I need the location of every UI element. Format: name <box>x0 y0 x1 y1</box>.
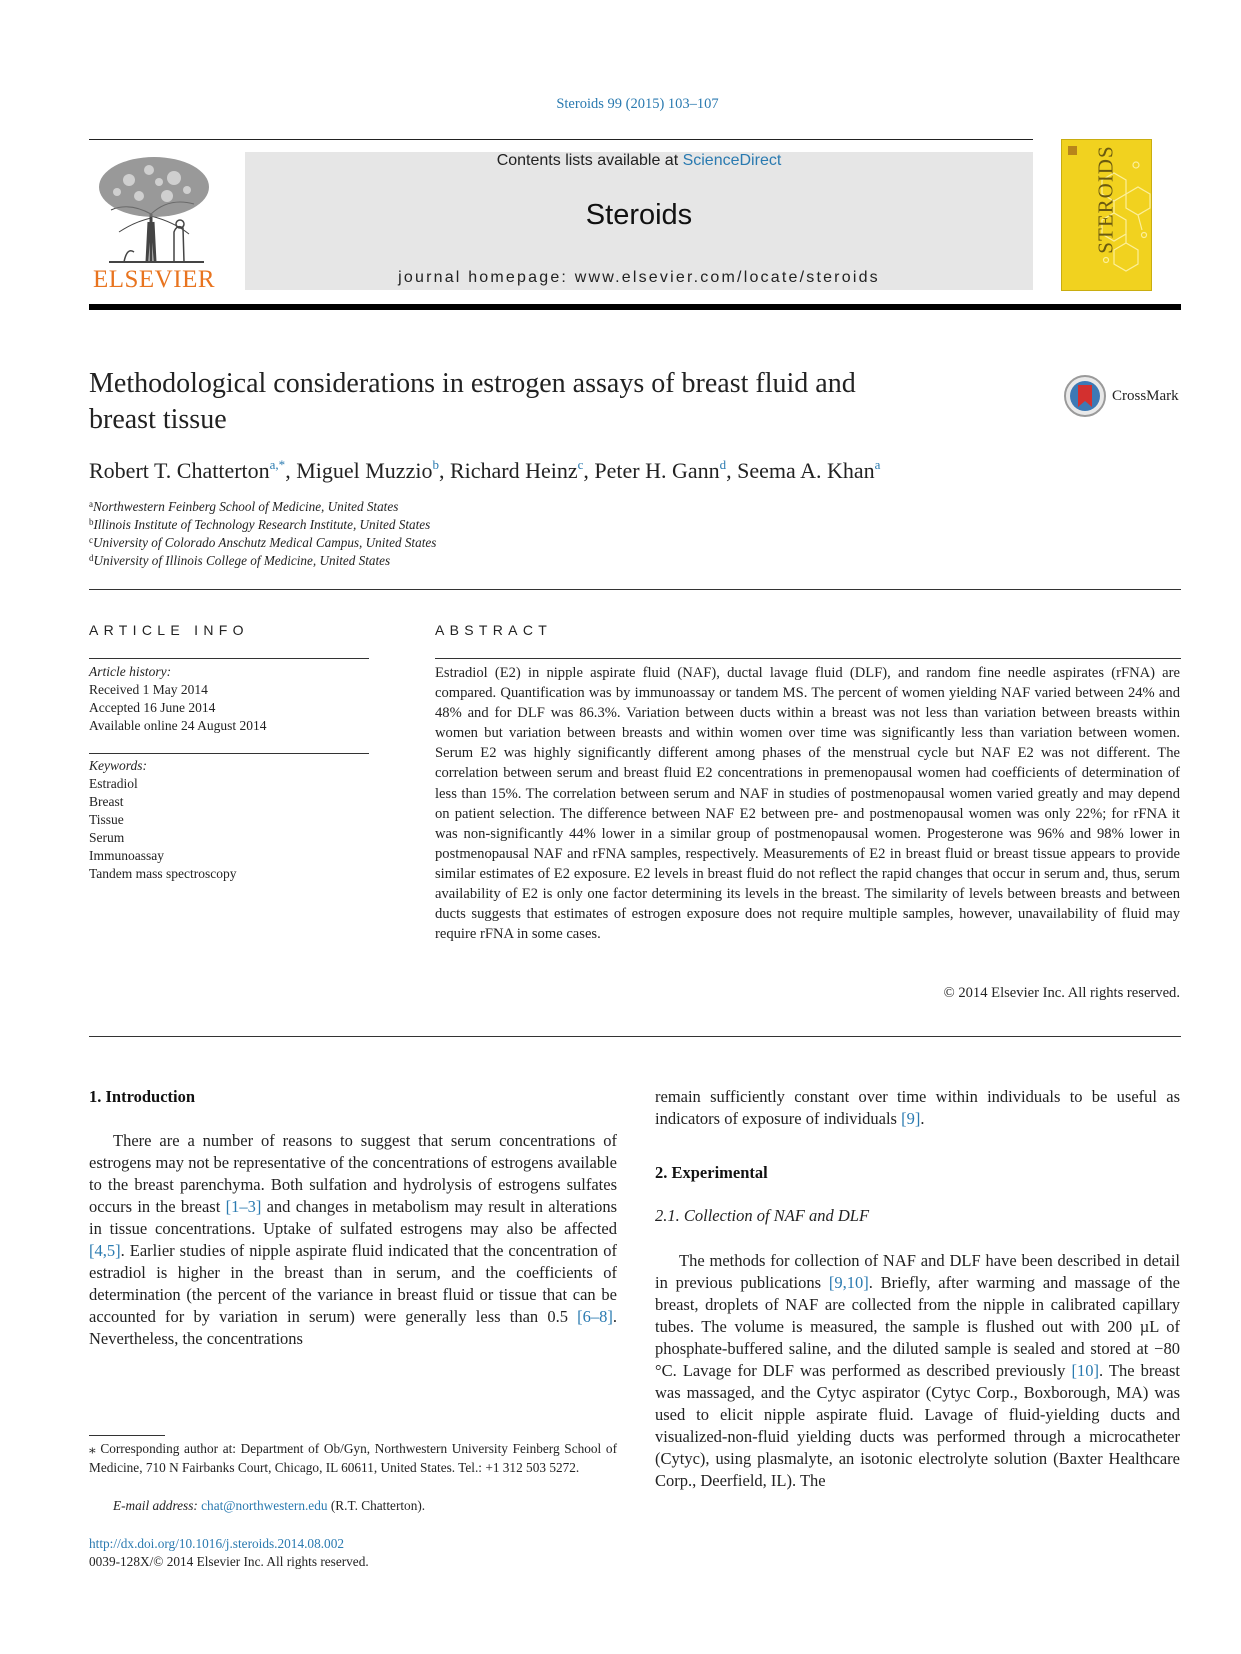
reference-link[interactable]: [4,5] <box>89 1241 121 1260</box>
affiliation-mark: b <box>89 517 94 527</box>
author-affil-mark[interactable]: d <box>719 457 727 472</box>
history-online: Available online 24 August 2014 <box>89 718 267 733</box>
continued-paragraph <box>655 1086 1180 1130</box>
affiliation <box>89 498 436 516</box>
affiliation <box>89 552 436 570</box>
keyword: Immunoassay <box>89 848 164 863</box>
text-run: . The breast was massaged, and the Cytyc aspirator (Cytyc Corp., Boxborough, MA) was used to elicit nipple aspirate fluid. Lavage of fluid-yielding ducts and visualized-non-fluid yielding ducts was performed through a microcatheter (Cytyc), using plasmalyte, an isotonic electrolyte solution (Baxter Healthcare Corp., Deerfield, IL). The <box>655 1361 1180 1490</box>
header-thick-rule <box>89 304 1181 310</box>
introduction-paragraph <box>89 1130 617 1350</box>
history-label: Article history: <box>89 664 172 679</box>
author-name: Richard Heinz <box>449 458 578 483</box>
keywords-rule <box>89 753 369 754</box>
elsevier-wordmark: ELSEVIER <box>92 266 216 293</box>
text-run: and changes in metabolism may result in alterations in tissue concentrations. Uptake of sulfated estrogens may also be affected <box>89 1197 617 1238</box>
email-footnote <box>89 1497 617 1516</box>
text-run: There are a number of reasons to suggest that serum concentrations of estrogens may not be representative of the concentrations of estrogens available to the breast parenchyma. Both sulfation and hydrolysis of estrogens sulfates occurs in the breast <box>89 1131 617 1216</box>
sciencedirect-link[interactable]: ScienceDirect <box>682 152 782 169</box>
history-accepted: Accepted 16 June 2014 <box>89 700 216 715</box>
section-introduction-heading: 1. Introduction <box>89 1087 196 1106</box>
keywords <box>89 757 237 883</box>
contents-available <box>245 152 1033 170</box>
affiliation-text: University of Illinois College of Medicine, United States <box>93 553 391 568</box>
reference-link[interactable]: [6–8] <box>577 1307 613 1326</box>
author-sep: , <box>285 458 297 483</box>
text-run: . Earlier studies of nipple aspirate fluid indicated that the concentration of estradiol is higher in the breast than in serum, and the coefficients of determination (the percent of the variance in breast fluid or tissue that can be accounted for by variation in serum) were generally less than 0.5 <box>89 1241 617 1326</box>
doi-block <box>89 1535 369 1571</box>
keywords-label: Keywords: <box>89 758 147 773</box>
crossmark-label: CrossMark <box>1112 388 1179 404</box>
author-list <box>89 458 1189 484</box>
author-sep: , <box>583 458 595 483</box>
methods-paragraph <box>655 1250 1180 1492</box>
author-2[interactable] <box>296 458 450 483</box>
article-title-line-2: breast tissue <box>89 404 227 435</box>
text-run: . Briefly, after warming and massage of the breast, droplets of NAF are collected from the nipple in calibrated capillary tubes. The volume is measured, the sample is flushed out with 200 µL of phosphate-buffered saline, and the diluted sample is sealed and stored at −80 °C. Lavage for DLF was performed as described previously <box>655 1273 1180 1380</box>
author-5[interactable] <box>737 458 880 483</box>
abstract-divider <box>89 1036 1181 1037</box>
cover-title: STEROIDS <box>1093 145 1118 254</box>
reference-link[interactable]: [9,10] <box>828 1273 869 1292</box>
journal-citation[interactable]: Steroids 99 (2015) 103–107 <box>556 96 719 112</box>
journal-homepage[interactable]: journal homepage: www.elsevier.com/locate/steroids <box>398 269 880 286</box>
crossmark-icon <box>1063 374 1107 418</box>
reference-link[interactable]: [10] <box>1071 1361 1099 1380</box>
footnote-rule <box>89 1435 165 1436</box>
elsevier-tree-icon <box>89 152 219 264</box>
reference-link[interactable]: [9] <box>901 1109 921 1128</box>
author-name: Robert T. Chatterton <box>89 458 270 483</box>
keyword: Serum <box>89 830 125 845</box>
author-affil-mark[interactable]: a,* <box>269 457 286 472</box>
abstract-rule <box>435 658 1181 659</box>
affiliation-text: Northwestern Feinberg School of Medicine, United States <box>93 499 399 514</box>
footnote-mark: ⁎ <box>89 1441 96 1456</box>
article-info-rule <box>89 658 369 659</box>
keyword: Tandem mass spectroscopy <box>89 866 237 881</box>
keyword: Breast <box>89 794 124 809</box>
reference-link[interactable]: [1–3] <box>225 1197 262 1216</box>
journal-name: Steroids <box>585 199 693 231</box>
article-title-line-1: Methodological considerations in estrogen assays of breast fluid and <box>89 368 856 399</box>
section-experimental-heading: 2. Experimental <box>655 1163 768 1182</box>
text-run: . Nevertheless, the concentrations <box>89 1307 617 1348</box>
abstract-text: Estradiol (E2) in nipple aspirate fluid (NAF), ductal lavage fluid (DLF), and random fine needle aspirates (rFNA) are compared. Quantification was by immunoassay or tandem MS. The percent of women yielding NAF varied between 24% and 48% and for DLF was 86.3%. Variation between ducts within a breast was not less than variation between breasts within women but variation between breasts and within women over time was significantly less than variation between women. Serum E2 was highly significantly different among phases of the menstrual cycle but NAF E2 was not different. The correlation between serum and breast fluid E2 concentrations in premenopausal women had coefficients of determination of less than 15%. The correlation between serum and NAF in studies of postmenopausal women varied greatly and may depend on patient selection. The difference between NAF E2 between pre- and postmenopausal women was only 22%; for rFNA it was non-significantly 44% lower in a similar group of postmenopausal women. Progesterone was 96% and 98% lower in postmenopausal NAF and rFNA samples, respectively. Measurements of E2 in breast fluid or breast tissue appears to provide similar estimates of E2 exposure. E2 levels in breast fluid do not reflect the rapid changes that occur in serum and, thus, serum availability of E2 is only one factor determining its levels in the breast. The similarity of levels between breasts and between ducts suggests that estimates of estrogen exposure does not require multiple samples, however, unavailability of fluid may require rFNA in some cases. <box>435 665 1180 943</box>
history-received: Received 1 May 2014 <box>89 682 208 697</box>
article-history <box>89 663 266 735</box>
affiliation-mark: c <box>89 535 93 545</box>
affiliations-divider <box>89 589 1181 590</box>
issn-copyright: 0039-128X/© 2014 Elsevier Inc. All rights reserved. <box>89 1554 369 1569</box>
author-affil-mark[interactable]: c <box>577 457 584 472</box>
journal-banner <box>245 152 1033 290</box>
text-run: . <box>920 1109 925 1128</box>
email-label: E-mail address: <box>113 1498 202 1513</box>
footnote-text: Corresponding author at: Department of Ob/Gyn, Northwestern University Feinberg School of Medicine, 710 N Fairbanks Court, Chicago, IL 60611, United States. Tel.: +1 312 503 5272. <box>89 1441 617 1475</box>
author-name: Miguel Muzzio <box>296 458 433 483</box>
author-3[interactable] <box>450 458 594 483</box>
corresponding-author-footnote <box>89 1440 617 1477</box>
affiliation-list <box>89 498 436 570</box>
article-title <box>89 366 1019 438</box>
affiliation-mark: d <box>89 553 94 563</box>
text-run: The methods for collection of NAF and DLF have been described in detail in previous publications <box>655 1251 1180 1292</box>
author-sep: , <box>438 458 450 483</box>
abstract-heading: ABSTRACT <box>435 622 553 638</box>
author-4[interactable] <box>594 458 737 483</box>
abstract-copyright: © 2014 Elsevier Inc. All rights reserved. <box>943 985 1180 1001</box>
affiliation-mark: a <box>89 499 93 509</box>
author-affil-mark[interactable]: a <box>874 457 881 472</box>
contents-prefix: Contents lists available at <box>496 152 683 169</box>
author-name: Peter H. Gann <box>594 458 720 483</box>
author-affil-mark[interactable]: b <box>432 457 439 472</box>
subsection-heading: 2.1. Collection of NAF and DLF <box>655 1206 870 1225</box>
elsevier-logo[interactable] <box>89 152 219 292</box>
affiliation-text: University of Colorado Anschutz Medical Campus, United States <box>93 535 437 550</box>
keyword: Tissue <box>89 812 124 827</box>
author-name: Seema A. Khan <box>737 458 875 483</box>
text-run: remain sufficiently constant over time within individuals to be useful as indicators of exposure of individuals <box>655 1087 1180 1128</box>
email-link[interactable]: chat@northwestern.edu <box>201 1498 328 1513</box>
author-sep: , <box>726 458 738 483</box>
journal-cover[interactable] <box>1061 139 1152 291</box>
header-top-rule <box>89 139 1033 140</box>
crossmark-badge[interactable] <box>1063 374 1185 420</box>
article-info-heading: ARTICLE INFO <box>89 622 249 638</box>
author-1[interactable] <box>89 458 296 483</box>
keyword: Estradiol <box>89 776 138 791</box>
affiliation <box>89 516 436 534</box>
affiliation-text: Illinois Institute of Technology Research Institute, United States <box>93 517 431 532</box>
doi-link[interactable]: http://dx.doi.org/10.1016/j.steroids.2014.08.002 <box>89 1536 344 1551</box>
email-suffix: (R.T. Chatterton). <box>327 1498 426 1513</box>
affiliation <box>89 534 436 552</box>
